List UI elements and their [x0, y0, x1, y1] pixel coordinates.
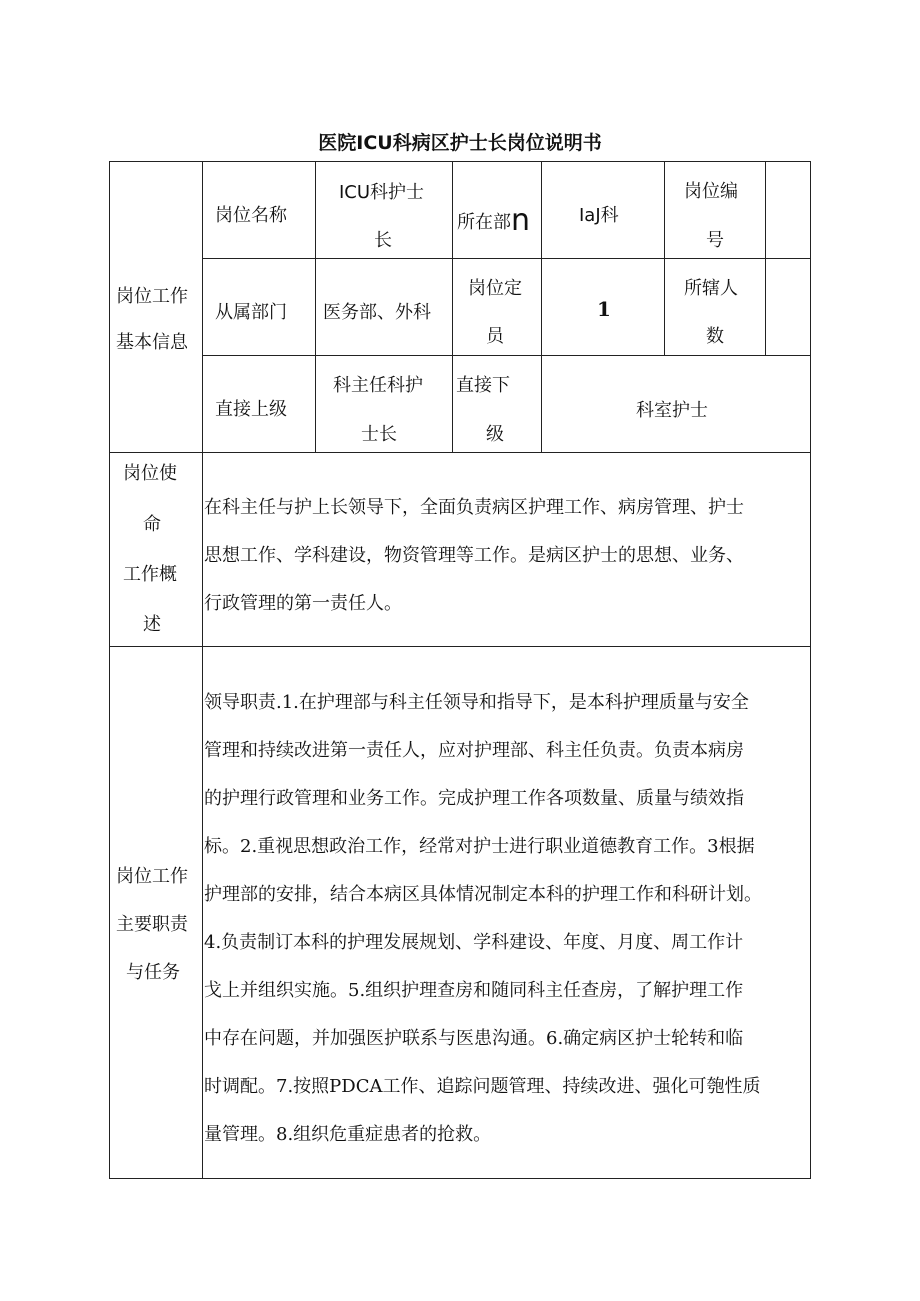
quota-value: 1 — [597, 297, 611, 321]
direct-superior-value-1: 科主任科护 — [333, 375, 423, 396]
post-name-value-1: ICU科护士 — [339, 182, 425, 203]
basic-section-label-2: 基本信息 — [116, 332, 188, 353]
direct-subordinate-label-1: 直接下 — [456, 375, 510, 396]
mission-line: 思想工作、学科建设，物资管理等工作。是病区护士的思想、业务、 — [204, 545, 744, 566]
subordinates-count-label-2: 数 — [706, 326, 724, 347]
duties-line: 领导职责.1.在护理部与科主任领导和指导下，是本科护理质量与安全 — [204, 692, 749, 713]
mission-label-1: 岗位使 — [123, 463, 177, 484]
duties-line: 的护理行政管理和业务工作。完成护理工作各项数量、质量与绩效指 — [204, 788, 744, 809]
duties-line: 管理和持续改进第一责任人，应对护理部、科主任负责。负责本病房 — [204, 740, 744, 761]
direct-subordinate-value: 科室护士 — [636, 400, 708, 421]
duties-line: 时调配。7.按照PDCA工作、追踪问题管理、持续改进、强化可匏性质 — [204, 1076, 761, 1097]
post-name-value-2: 长 — [374, 230, 392, 251]
post-number-label-1: 岗位编 — [684, 181, 738, 202]
duties-label-2: 主要职责 — [116, 914, 188, 935]
dept-label-suffix: n — [511, 203, 531, 238]
mission-label-3: 工作概 — [123, 564, 177, 585]
direct-superior-value-2: 士长 — [361, 424, 397, 445]
duties-line: 标。2.重视思想政治工作，经常对护士进行职业道德教育工作。3根据 — [204, 836, 755, 857]
duties-line: 戈上并组织实施。5.组织护理查房和随同科主任查房，了解护理工作 — [204, 980, 744, 1001]
dept-value: IaJ科 — [579, 205, 619, 226]
basic-section-label-1: 岗位工作 — [116, 286, 188, 307]
post-number-label-2: 号 — [706, 230, 724, 251]
mission-line: 行政管理的第一责任人。 — [204, 593, 402, 614]
duties-label-3: 与任务 — [126, 962, 180, 983]
document-title: 医院ICU科病区护士长岗位说明书 — [318, 132, 602, 154]
duties-line: 量管理。8.组织危重症患者的抢救。 — [204, 1124, 492, 1145]
duties-label-1: 岗位工作 — [116, 866, 188, 887]
duties-line: 中存在问题，并加强医护联系与医患沟通。6.确定病区护士轮转和临 — [204, 1028, 744, 1049]
mission-label-4: 述 — [143, 614, 161, 635]
mission-label-2: 命 — [143, 514, 161, 535]
dept-label — [457, 203, 530, 238]
post-name-label: 岗位名称 — [215, 205, 287, 226]
quota-label-2: 员 — [486, 326, 504, 347]
affiliate-dept-label: 从属部门 — [215, 302, 287, 323]
affiliate-dept-value: 医务部、外科 — [323, 302, 431, 323]
duties-line: 4.负责制订本科的护理发展规划、学科建设、年度、月度、周工作计 — [204, 932, 744, 953]
duties-line: 护理部的安排，结合本病区具体情况制定本科的护理工作和科研计划。 — [204, 884, 762, 905]
subordinates-count-label-1: 所辖人 — [684, 278, 738, 299]
dept-label-text: 所在部 — [457, 212, 511, 233]
direct-superior-label: 直接上级 — [215, 399, 287, 420]
mission-line: 在科主任与护上长领导下，全面负责病区护理工作、病房管理、护士 — [204, 497, 744, 518]
direct-subordinate-label-2: 级 — [486, 424, 504, 445]
quota-label-1: 岗位定 — [468, 278, 522, 299]
